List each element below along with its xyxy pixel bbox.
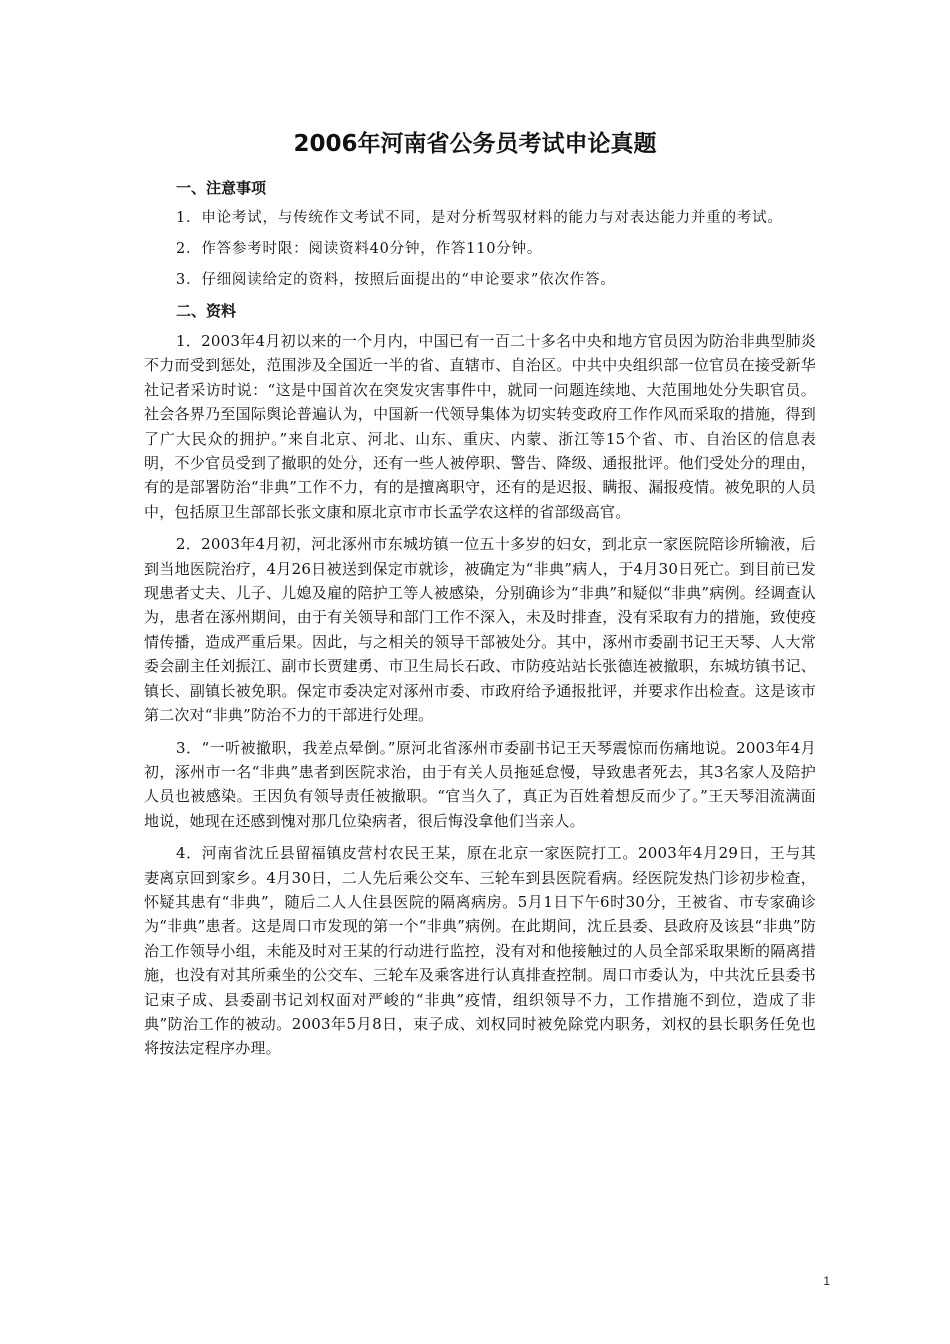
material-paragraph: 1．2003年4月初以来的一个月内，中国已有一百二十多名中央和地方官员因为防治非典型肺炎不力而受到惩处，范围涉及全国近一半的省、直辖市、自治区。中共中央组织部一位官员在接受新华社记者采访时说：“这是中国首次在突发灾害事件中，就同一问题连续地、大范围地处分失职官员。社会各界乃至国际舆论普遍认为，中国新一代领导集体为切实转变政府工作作风而采取的措施，得到了广大民众的拥护。”来自北京、河北、山东、重庆、内蒙、浙江等15个省、市、自治区的信息表明，不少官员受到了撤职的处分，还有一些人被停职、警告、降级、通报批评。他们受处分的理由，有的是部署防治“非典”工作不力，有的是擅离职守，还有的是迟报、瞒报、漏报疫情。被免职的人员中，包括原卫生部部长张文康和原北京市市长孟学农这样的省部级高官。 xyxy=(144,332,816,521)
material-paragraph: 4．河南省沈丘县留福镇皮营村农民王某，原在北京一家医院打工。2003年4月29日，王与其妻离京回到家乡。4月30日，二人先后乘公交车、三轮车到县医院看病。经医院发热门诊初步检查，怀疑其患有“非典”，随后二人人住县医院的隔离病房。5月1日下午6时30分，王被省、市专家确诊为“非典”患者。这是周口市发现的第一个“非典”病例。在此期间，沈丘县委、县政府及该县“非典”防治工作领导小组，未能及时对王某的行动进行监控，没有对和他接触过的人员全部采取果断的隔离措施，也没有对其所乘坐的公交车、三轮车及乘客进行认真排查控制。周口市委认为，中共沈丘县委书记束子成、县委副书记刘权面对严峻的“非典”疫情，组织领导不力，工作措施不到位，造成了非典”防治工作的被动。2003年5月8日，束子成、刘权同时被免除党内职务，刘权的县长职务任免也将按法定程序办理。 xyxy=(144,844,816,1058)
material-paragraph: 3．“一听被撤职，我差点晕倒。”原河北省涿州市委副书记王天琴震惊而伤痛地说。2003年4月初，涿州市一名“非典”患者到医院求治，由于有关人员拖延怠慢，导致患者死去，其3名家人及陪护人员也被感染。王因负有领导责任被撤职。“官当久了，真正为百姓着想反而少了。”王天琴泪流满面地说，她现在还感到愧对那几位染病者，很后悔没拿他们当亲人。 xyxy=(144,738,816,830)
note-item: 1．申论考试，与传统作文考试不同，是对分析驾驭材料的能力与对表达能力并重的考试。 xyxy=(176,210,783,226)
document-body xyxy=(144,176,816,1069)
material-paragraph: 2．2003年4月初，河北涿州市东城坊镇一位五十多岁的妇女，到北京一家医院陪诊所输液，后到当地医院治疗，4月26日被送到保定市就诊，被确定为“非典”病人，于4月30日死亡。到目前已发现患者丈夫、儿子、儿媳及雇的陪护工等人被感染，分别确诊为“非典”和疑似“非典”病例。经调查认为，患者在涿州期间，由于有关领导和部门工作不深入，未及时排查，没有采取有力的措施，致使疫情传播，造成严重后果。因此，与之相关的领导干部被处分。其中，涿州市委副书记王天琴、人大常委会副主任刘振江、副市长贾建勇、市卫生局长石政、市防疫站站长张德连被撤职，东城坊镇书记、镇长、副镇长被免职。保定市委决定对涿州市委、市政府给予通报批评，并要求作出检查。这是该市第二次对“非典”防治不力的干部进行处理。 xyxy=(144,535,816,725)
page-title: 2006年河南省公务员考试申论真题 xyxy=(293,131,657,157)
note-item: 2．作答参考时限：阅读资料40分钟，作答110分钟。 xyxy=(176,241,543,257)
page-number: 1 xyxy=(823,1274,830,1288)
section-heading-materials: 二、资料 xyxy=(176,302,237,320)
note-item: 3．仔细阅读给定的资料，按照后面提出的“申论要求”依次作答。 xyxy=(176,272,616,288)
section-heading-notes: 一、注意事项 xyxy=(176,179,267,197)
